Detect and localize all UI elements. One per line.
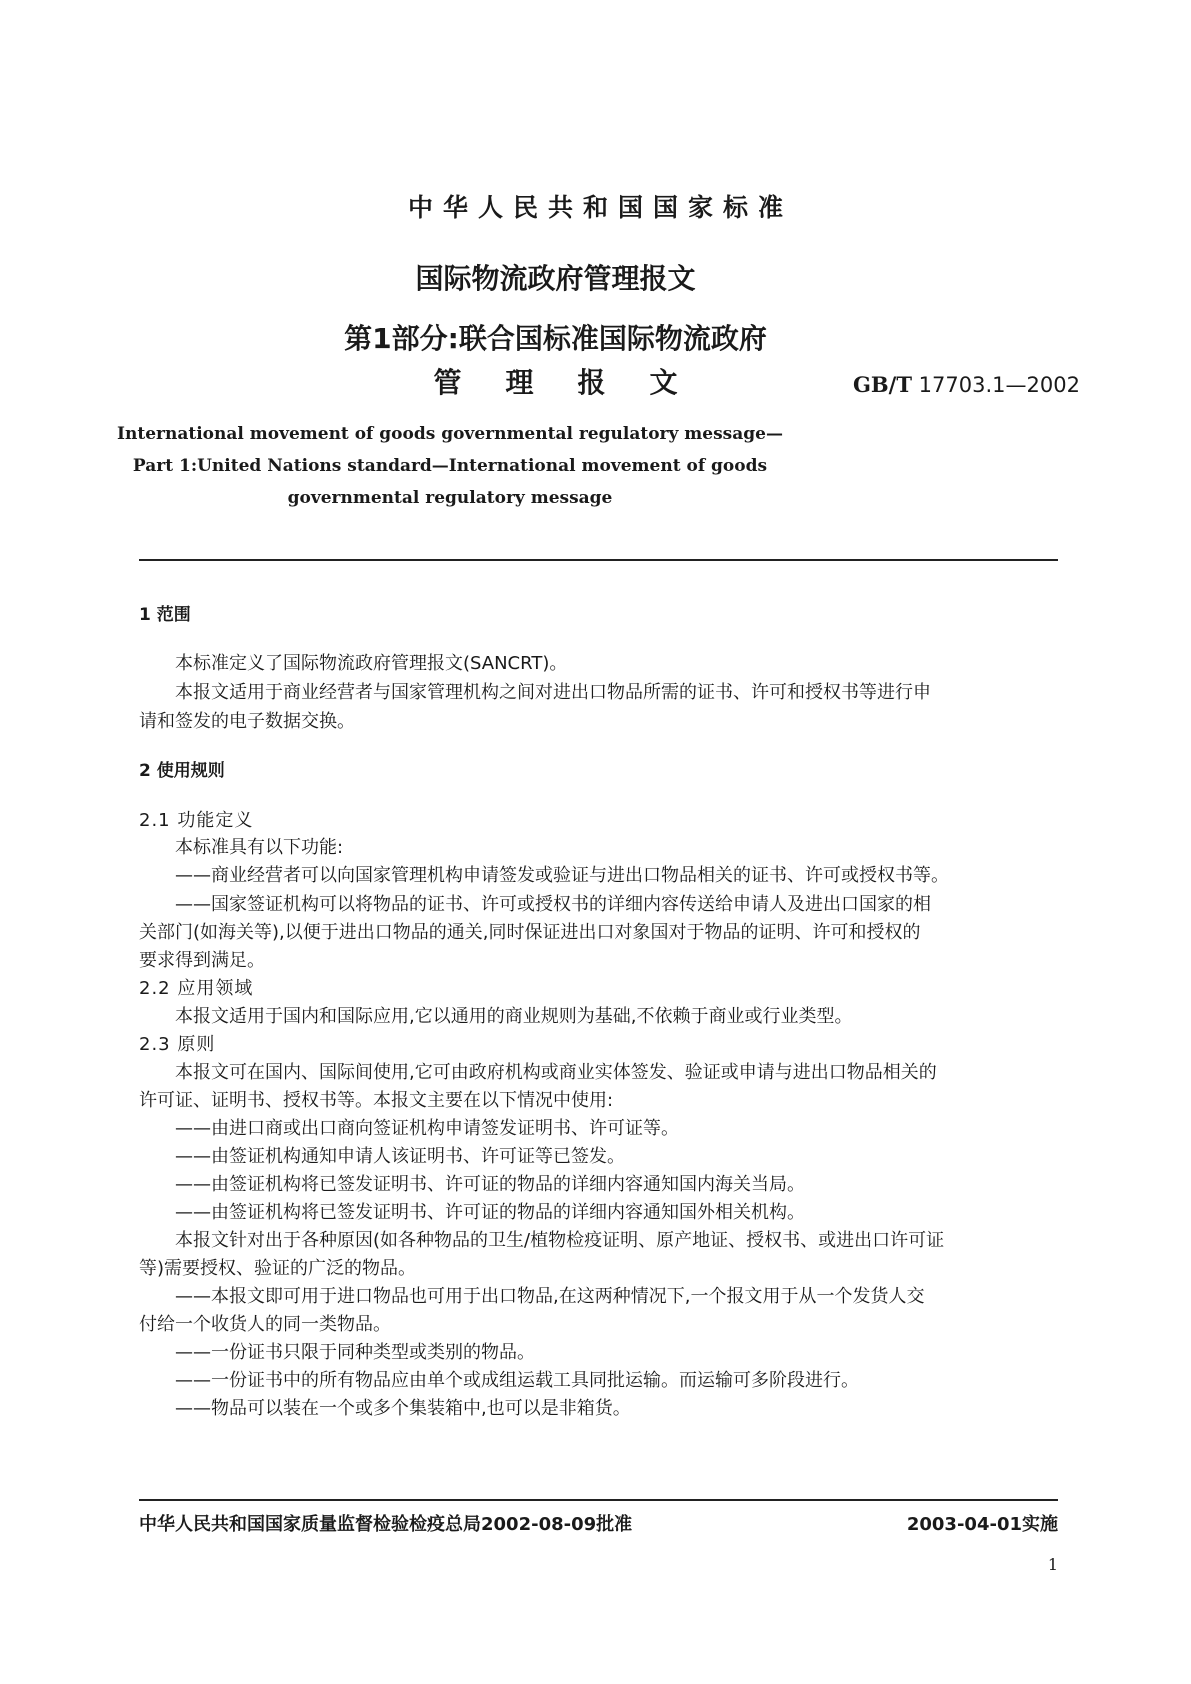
title-en-line1: International movement of goods governmental regulatory message— <box>117 424 783 444</box>
paragraph: 本报文适用于国内和国际应用,它以通用的商业规则为基础,不依赖于商业或行业类型。 <box>175 1006 853 1027</box>
list-item: ——国家签证机构可以将物品的证书、许可或授权书的详细内容传送给申请人及进出口国家的相 <box>175 894 931 915</box>
list-item: ——一份证书只限于同种类型或类别的物品。 <box>175 1342 535 1363</box>
approval-line: 中华人民共和国国家质量监督检验检疫总局2002-08-09批准 <box>139 1514 633 1535</box>
section-1-heading: 1 范围 <box>139 605 191 625</box>
bottom-divider <box>139 1499 1058 1501</box>
list-item: ——物品可以装在一个或多个集装箱中,也可以是非箱货。 <box>175 1398 631 1419</box>
title-zh-line1: 国际物流政府管理报文 <box>415 262 696 295</box>
list-item: 关部门(如海关等),以便于进出口物品的通关,同时保证进出口对象国对于物品的证明、许可和授权的 <box>139 922 921 943</box>
section-2-2-heading: 2.2 应用领域 <box>139 978 254 999</box>
title-zh-line2: 第1部分:联合国标准国际物流政府 <box>344 322 767 355</box>
list-item: ——由签证机构将已签发证明书、许可证的物品的详细内容通知国内海关当局。 <box>175 1174 805 1195</box>
standard-prefix: GB/T <box>853 372 912 397</box>
list-item: 付给一个收货人的同一类物品。 <box>139 1314 391 1335</box>
paragraph: 本标准具有以下功能: <box>175 837 344 858</box>
paragraph: 本标准定义了国际物流政府管理报文(SANCRT)。 <box>175 653 568 674</box>
standard-number: 17703.1—2002 <box>918 373 1080 397</box>
list-item: ——一份证书中的所有物品应由单个或成组运载工具同批运输。而运输可多阶段进行。 <box>175 1370 859 1391</box>
effective-date: 2003-04-01实施 <box>906 1514 1058 1535</box>
section-2-1-heading: 2.1 功能定义 <box>139 810 254 831</box>
paragraph: 本报文可在国内、国际间使用,它可由政府机构或商业实体签发、验证或申请与进出口物品相关的 <box>175 1062 937 1083</box>
section-2-3-heading: 2.3 原则 <box>139 1034 216 1055</box>
title-en-line2: Part 1:United Nations standard—International movement of goods <box>132 456 768 476</box>
paragraph: 许可证、证明书、授权书等。本报文主要在以下情况中使用: <box>139 1090 614 1111</box>
paragraph: 本报文针对出于各种原因(如各种物品的卫生/植物检疫证明、原产地证、授权书、或进出口许可证 <box>175 1230 945 1251</box>
title-en-line3: governmental regulatory message <box>287 488 613 508</box>
section-2-heading: 2 使用规则 <box>139 761 225 781</box>
list-item: ——本报文即可用于进口物品也可用于出口物品,在这两种情况下,一个报文用于从一个发货人交 <box>175 1286 925 1307</box>
list-item: 要求得到满足。 <box>139 950 265 971</box>
header-title: 中华人民共和国国家标准 <box>407 193 793 222</box>
paragraph: 请和签发的电子数据交换。 <box>139 711 355 732</box>
list-item: ——由签证机构将已签发证明书、许可证的物品的详细内容通知国外相关机构。 <box>175 1202 805 1223</box>
list-item: ——由签证机构通知申请人该证明书、许可证等已签发。 <box>175 1146 625 1167</box>
list-item: ——商业经营者可以向国家管理机构申请签发或验证与进出口物品相关的证书、许可或授权书等。 <box>175 865 949 886</box>
paragraph: 等)需要授权、验证的广泛的物品。 <box>139 1258 417 1279</box>
title-zh-line3: 管理报文 <box>433 366 722 399</box>
list-item: ——由进口商或出口商向签证机构申请签发证明书、许可证等。 <box>175 1118 679 1139</box>
standard-code <box>853 372 1080 397</box>
page-number: 1 <box>1047 1555 1058 1574</box>
paragraph: 本报文适用于商业经营者与国家管理机构之间对进出口物品所需的证书、许可和授权书等进行申 <box>175 682 931 703</box>
top-divider <box>139 559 1058 561</box>
